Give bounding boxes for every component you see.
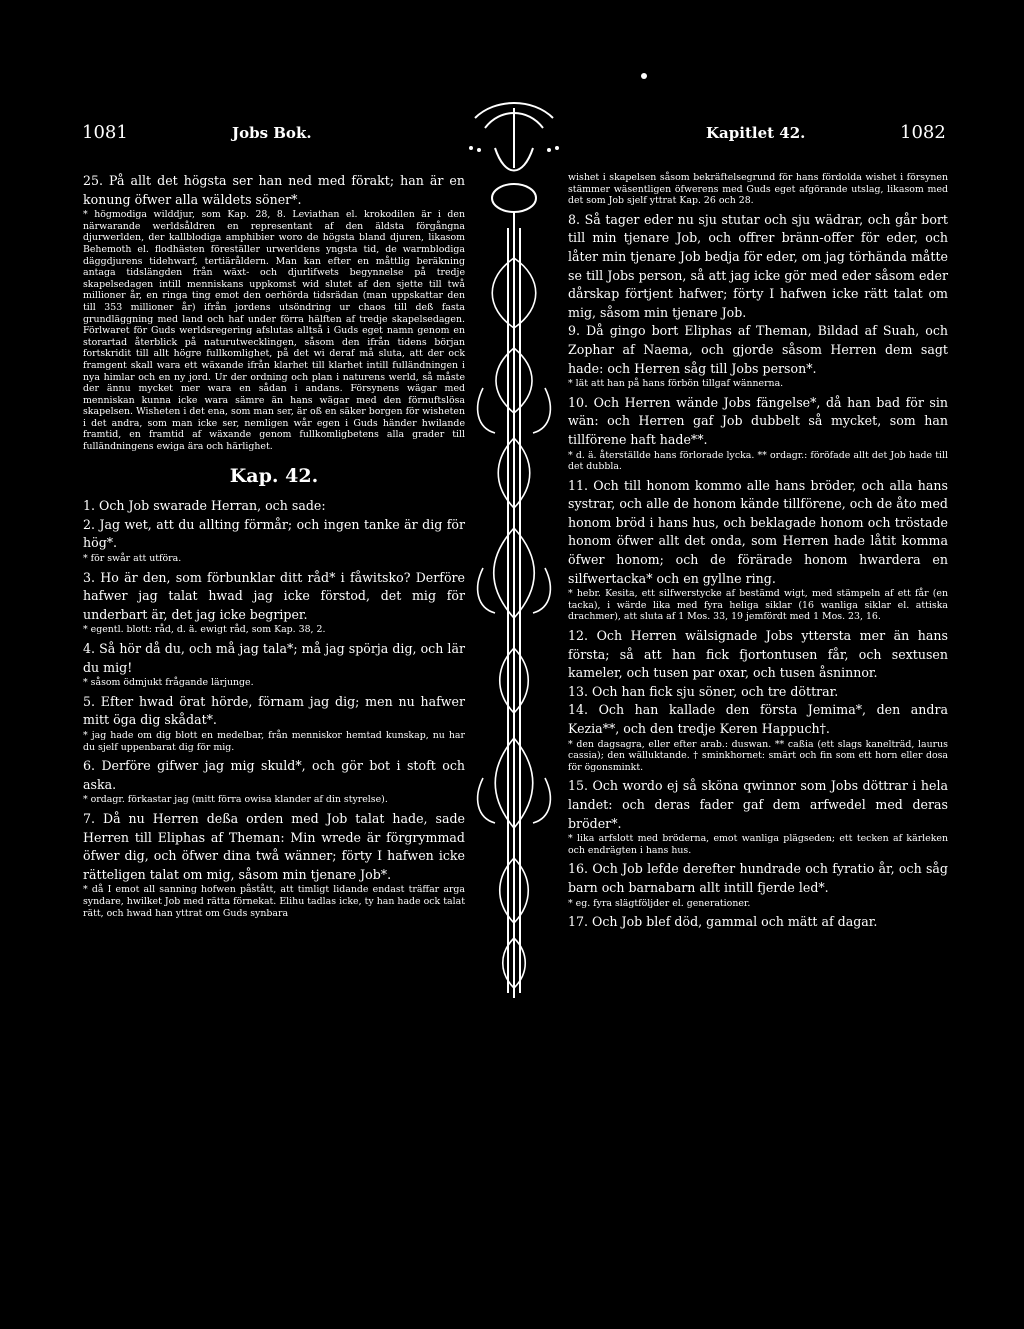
- left-page-number: 1081: [82, 122, 128, 143]
- footnote: * lät att han på hans förbön tillgaf wännerna.: [568, 378, 784, 390]
- verse: 14. Och han kallade den första Jemima*, den andra Kezia**, och den tredje Keren Happuch†.: [568, 702, 948, 736]
- verse: 16. Och Job lefde derefter hundrade och fyratio år, och såg barn och barnabarn allt intill fjerde led*.: [568, 861, 948, 895]
- right-page-number: 1082: [900, 122, 946, 143]
- footnote: * den dagsagra, eller efter arab.: duswan. ** caßia (ett slags kanelträd, laurus cassia); den wälluktande. † sminkhornet: smärt och fin som ett horn eller dosa för ögonsminkt.: [568, 738, 948, 773]
- verse: 5. Efter hwad örat hörde, förnam jag dig; men nu hafwer mitt öga dig skådat*.: [83, 693, 465, 728]
- verse: 7. Då nu Herren deßa orden med Job talat hade, sade Herren till Eliphas af Theman: Min wrede är förgrymmad öfwer dig, och öfwer dina twå wänner; förty I hafwen icke rätteligen talat om mig, såsom min tjenare Job*.: [83, 810, 465, 882]
- footnote: * lika arfslott med bröderna, emot wanliga plägseden; ett tecken af kärleken och endrägten i hans hus.: [568, 833, 948, 856]
- verse: 10. Och Herren wände Jobs fängelse*, då han bad för sin wän: och Herren gaf Job dubbelt så mycket, som han tillförene haft hade**.: [568, 394, 948, 447]
- verse: 17. Och Job blef död, gammal och mätt af dagar.: [568, 914, 878, 930]
- verse: 25. På allt det högsta ser han ned med förakt; han är en konung öfwer alla wäldets söner*.: [83, 173, 465, 207]
- footnote: * egentl. blott: råd, d. ä. ewigt råd, som Kap. 38, 2.: [83, 624, 326, 636]
- verse: 12. Och Herren wälsignade Jobs yttersta mer än hans första; så att han fick fjortontusen får, och sextusen kameler, och tusen par oxar, och tusen åsninnor.: [568, 628, 948, 681]
- footnote: * jag hade om dig blott en medelbar, från menniskor hemtad kunskap, nu har du sjelf uppenbarat dig för mig.: [83, 729, 465, 753]
- verse: 9. Då gingo bort Eliphas af Theman, Bildad af Suah, och Zophar af Naema, och gjorde såsom Herren dem sagt hade: och Herren såg till Jobs person*.: [568, 323, 948, 376]
- footnote: * för swår att utföra.: [83, 553, 182, 565]
- left-column: [83, 172, 465, 923]
- footnote: * såsom ödmjukt frågande lärjunge.: [83, 677, 254, 689]
- verse: 1. Och Job swarade Herran, och sade:: [83, 498, 326, 514]
- verse: 11. Och till honom kommo alle hans bröder, och alla hans systrar, och alle de honom kände tillförene, och de åto med honom bröd i hans hus, och beklagade honom och tröstade honom öfwer allt det onda, som Herren hade låtit komma öfwer honom; och de förärade honom hwardera en silfwertacka* och en gyllne ring.: [568, 477, 948, 586]
- verse: 15. Och wordo ej så sköna qwinnor som Jobs döttrar i hela landet: och deras fader gaf dem arfwedel med deras bröder*.: [568, 778, 948, 831]
- printer-dot: [641, 73, 647, 79]
- chapter-title: Kap. 42.: [229, 464, 319, 487]
- footnote: * ordagr. förkastar jag (mitt förra owisa klander af din styrelse).: [83, 794, 388, 806]
- verse: 6. Derföre gifwer jag mig skuld*, och gör bot i stoft och aska.: [83, 758, 465, 792]
- footnote: * hebr. Kesita, ett silfwerstycke af bestämd wigt, med stämpeln af ett får (en tacka), i wärde lika med fyra heliga siklar (16 wanliga siklar el. attiska drachmer), att sluta af 1 Mos. 33, 19 jemfördt med 1 Mos. 23, 16.: [568, 588, 948, 623]
- footnote: * högmodiga wilddjur, som Kap. 28, 8. Leviathan el. krokodilen är i den närwarande werldsåldren en representant af den äldsta förgångna djurwerlden, der kallblodiga amphibier woro de högsta bland djuren, likasom Behemoth el. flodhästen föreställer urwerldens yngsta tid, de warmblodiga däggdjurens tidehwarf, tertiäråldern. Man kan efter en måttlig beräkning antaga tidslängden från wäxt- och djurlifwets begynnelse på tredje skapelsedagen intill menniskans uppkomst wid slutet af den sjette till twå millioner år, en ringa ting emot den oerhörda tidsrädan (man uppskattar den till 353 millioner år) ifrån jordens utsöndring ur chaos till deß fasta grundläggning med land och haf under förra hälften af tredje skapelsedagen. Förlwaret för Guds werldsregering afslutas alltså i Guds eget namn genom en storartad återblick på naturutwecklingen, såsom den ifrån tidens början fortskridit till allt högre fullkomlighet, på det wi deraf må sluta, att der ock framgent skall wara ett wäxande ifrån klarhet till klarhet intill fulländningen i nya himlar och en ny jord. Ur der ordning och plan i naturens werld, så måste der ännu mycket mer wara en sådan i andans. Försynens wägar med menniskan kunna icke wara sämre än hans wägar med den förnuftslösa skapelsen. Wisheten i det ena, som man ser, är oß en säker borgen för wisheten i det andra, som man icke ser, nemligen wår egen i Guds händer hwilande framtid, en framtid af wäxande genom fullkomligbetens alla grader till fulländningens ewiga ära och härlighet.: [83, 209, 465, 453]
- right-column: [568, 172, 948, 932]
- footnote: wishet i skapelsen såsom bekräftelsegrund för hans fördolda wishet i försynen stämmer wäsentligen öfwerens med Guds eget afgörande utslag, likasom med det som Job sjelf yttrat Kap. 26 och 28.: [568, 172, 948, 207]
- column-divider-ornament-icon: [465, 88, 563, 1010]
- chapter-heading: Kapitlet 42.: [706, 124, 806, 142]
- verse: 3. Ho är den, som förbunklar ditt råd* i fåwitsko? Derföre hafwer jag talat hwad jag icke förstod, det mig för underbart är, det jag icke begriper.: [83, 569, 465, 622]
- footnote: * eg. fyra slägtföljder el. generationer.: [568, 897, 751, 909]
- verse: 13. Och han fick sju söner, och tre döttrar.: [568, 683, 839, 699]
- footnote: * då I emot all sanning hofwen påstått, att timligt lidande endast träffar arga syndare, hwilket Job med rätta förnekat. Elihu tadlas icke, ty han hade ock talat rätt, och hwad han yttrat om Guds synbara: [83, 884, 465, 919]
- verse: 4. Så hör då du, och må jag tala*; må jag spörja dig, och lär du mig!: [83, 641, 465, 675]
- verse: 8. Så tager eder nu sju stutar och sju wädrar, och går bort till min tjenare Job, och offrer bränn-offer för eder, och låter min tjenare Job bedja för eder, om jag törhända måtte se till Jobs person, så att jag icke gör med eder såsom eder dårskap förtjent hafwer; förty I hafwen icke rätt talat om mig, såsom min tjenare Job.: [568, 211, 948, 320]
- book-title: Jobs Bok.: [232, 124, 312, 142]
- verse: 2. Jag wet, att du allting förmår; och ingen tanke är dig för hög*.: [83, 516, 465, 551]
- footnote: * d. ä. återställde hans förlorade lycka. ** ordagr.: föröfade allt det Job hade till det dubbla.: [568, 449, 948, 473]
